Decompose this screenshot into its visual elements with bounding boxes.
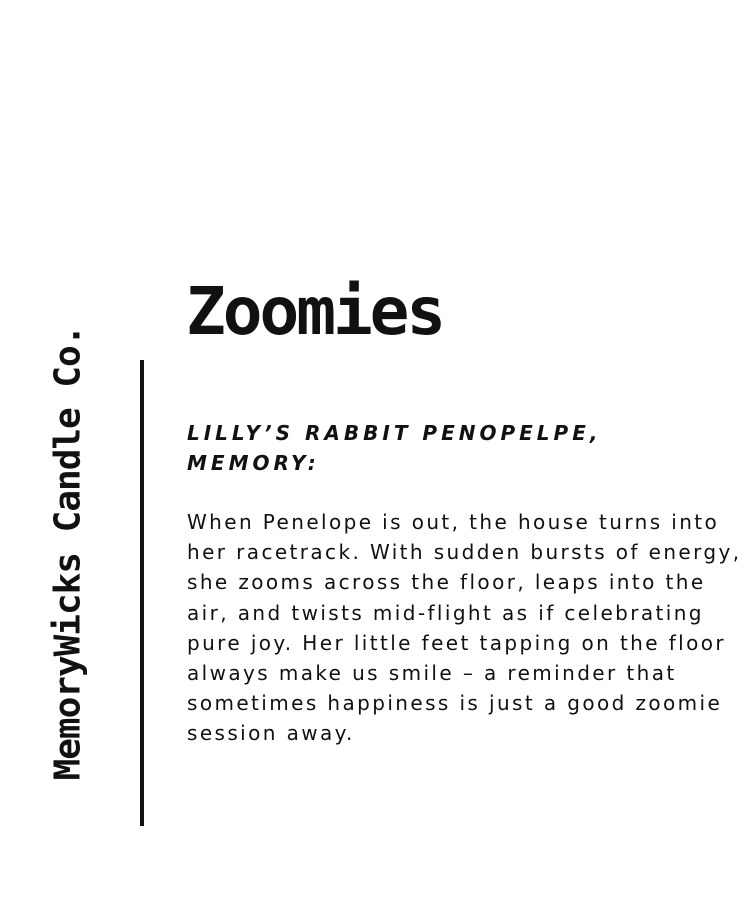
memory-subtitle: LILLY’S RABBIT PENOPELPE, MEMORY: xyxy=(187,421,602,475)
product-title: Zoomies xyxy=(186,273,444,350)
brand-name: MemoryWicks Candle Co. xyxy=(47,325,89,781)
memory-story: When Penelope is out, the house turns into her racetrack. With sudden bursts of energy, she zooms across the floor, leaps into the air, and twists mid-flight as if celebrating pure joy. Her little feet tapping on the floor always make us smile – a reminder that sometimes happiness is just a good zoomie session away. xyxy=(187,510,742,746)
vertical-divider xyxy=(140,360,144,826)
